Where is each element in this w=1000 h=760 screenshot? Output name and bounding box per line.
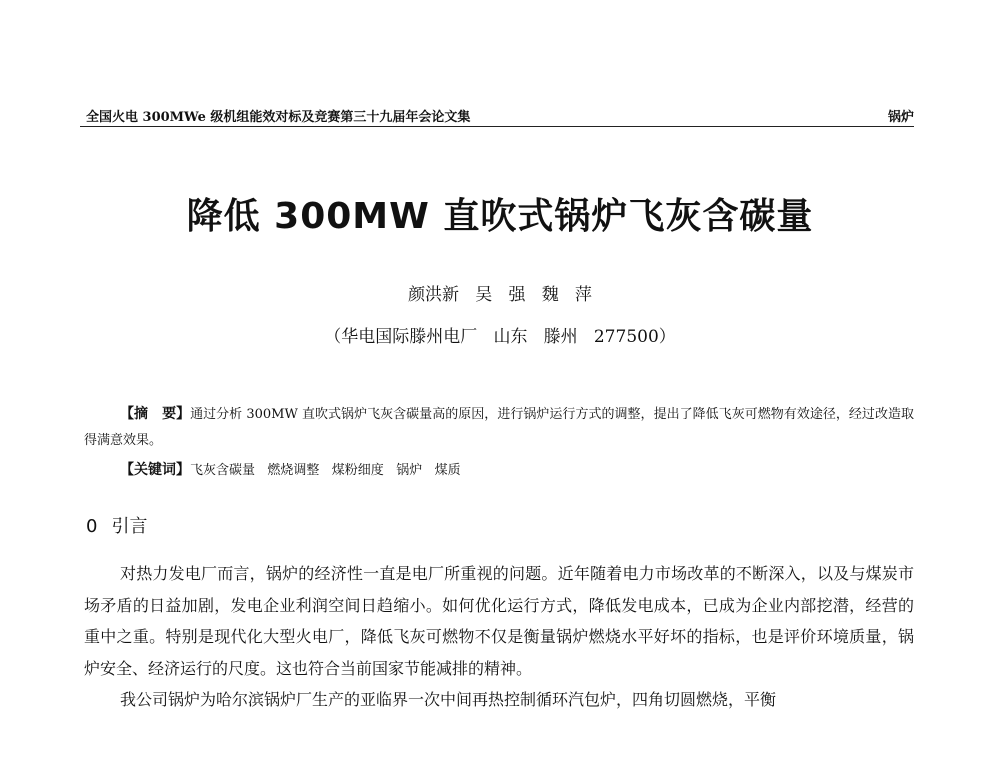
keywords-text: 飞灰含碳量 燃烧调整 煤粉细度 锅炉 煤质 <box>190 463 461 478</box>
paper-title: 降低 300MW 直吹式锅炉飞灰含碳量 <box>186 196 814 237</box>
header-journal-title: 全国火电 300MWe 级机组能效对标及竞赛第三十九届年会论文集 <box>86 110 471 125</box>
header-section-label: 锅炉 <box>887 110 914 125</box>
paragraph-1: 对热力发电厂而言，锅炉的经济性一直是电厂所重视的问题。近年随着电力市场改革的不断深入，以及与煤炭市场矛盾的日益加剧，发电企业利润空间日趋缩小。如何优化运行方式，降低发电成本，已成为企业内部挖潜，经营的重中之重。特别是现代化大型火电厂，降低飞灰可燃物不仅是衡量锅炉燃烧水平好坏的指标，也是评价环境质量，锅炉安全、经济运行的尺度。这也符合当前国家节能减排的精神。 <box>84 564 914 678</box>
abstract-text: 通过分析 300MW 直吹式锅炉飞灰含碳量高的原因，进行锅炉运行方式的调整，提出了降低飞灰可燃物有效途径，经过改造取得满意效果。 <box>84 407 914 448</box>
section-title: 引言 <box>111 516 148 537</box>
keywords-label: 【关键词】 <box>120 462 190 478</box>
paragraph-2: 我公司锅炉为哈尔滨锅炉厂生产的亚临界一次中间再热控制循环汽包炉，四角切圆燃烧，平衡 <box>120 690 777 709</box>
section-heading <box>86 512 147 538</box>
section-number: 0 <box>86 516 98 537</box>
abstract-label: 【摘 要】 <box>120 406 191 422</box>
affiliation: （华电国际滕州电厂 山东 滕州 277500） <box>324 327 676 347</box>
running-header <box>80 104 914 126</box>
abstract <box>84 401 914 454</box>
keywords <box>120 457 914 484</box>
header-rule <box>80 126 914 127</box>
body-text <box>84 558 914 716</box>
authors: 颜洪新 吴 强 魏 萍 <box>408 285 592 305</box>
